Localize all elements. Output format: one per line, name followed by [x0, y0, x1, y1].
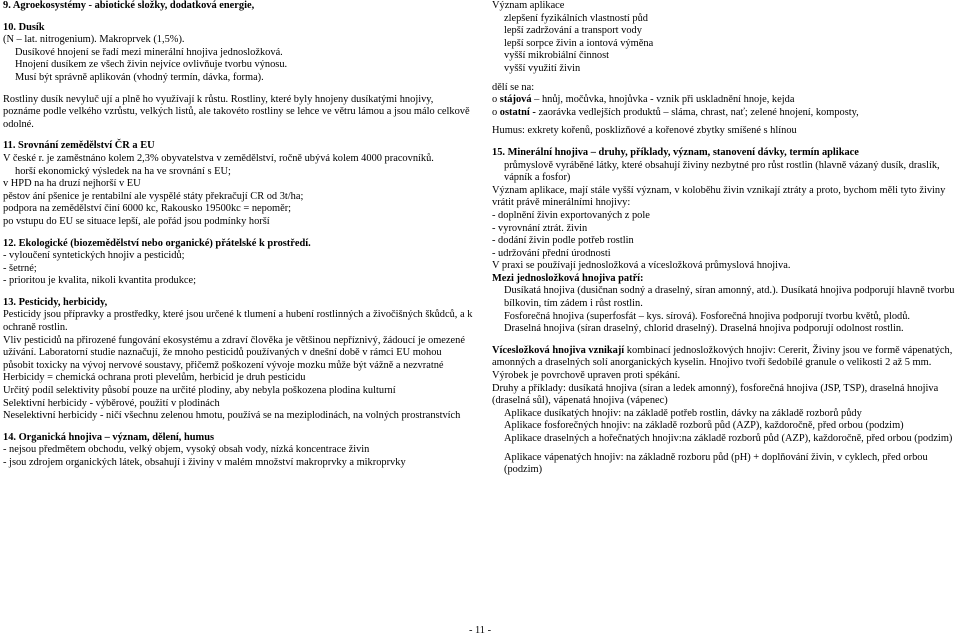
text-line: Musí být správně aplikován (vhodný termín, dávka, forma). [15, 71, 264, 83]
text-line: Herbicidy = chemická ochrana proti plevelům, herbicid je druh pesticidu [3, 372, 306, 384]
bold-term: Vícesložková hnojiva vznikají [492, 344, 625, 356]
text-span: kombinací jednosložkových hnojiv: Cererit, Živiny jsou ve formě vápenatých, amonných a draselných solí anorganických kyselin. Hnojivo tvoří šedobílé granule o velikosti 2 až 5 mm. Výrobek je povrchově upraven proti spékání. [492, 344, 953, 382]
paragraph: průmyslově vyráběné látky, které obsahují živiny nezbytné pro růst rostlin (hlavně vázaný dusík, draslík, vápník a fosfor) [504, 159, 940, 184]
list-item: - dodání živin podle potřeb rostlin [492, 235, 634, 247]
paragraph: Neselektivní herbicidy - ničí všechnu zelenou hmotu, používá se na meziplodinách, na volných prostranstvích [3, 410, 461, 422]
bold-term: ostatní - [499, 106, 536, 118]
bullet-marker: o [492, 94, 500, 106]
bold-term: stájová [499, 94, 532, 106]
list-item: vyšší mikrobiální činnost [504, 50, 610, 62]
text-line: dělí se na: [492, 81, 535, 93]
paragraph: Význam aplikace, mají stále vyšší význam, v koloběhu živin vznikají ztráty a proto, bychom měli tyto živiny vrátit právě minerálními hnojivy: [492, 184, 946, 209]
subheading: Mezi jednosložková hnojiva patří: [492, 272, 644, 284]
list-item: - vyrovnání ztrát. živin [492, 222, 588, 234]
paragraph: Aplikace vápenatých hnojiv: na základně rozboru půd (pH) + doplňování živin, v cyklech, před orbou (podzim) [504, 451, 928, 476]
left-column [3, 0, 473, 470]
text-line: (N – lat. nitrogenium). Makroprvek (1,5%). [3, 34, 185, 46]
section-13-heading: 13. Pesticidy, herbicidy, [3, 296, 108, 308]
text-line: Aplikace dusíkatých hnojiv: na základě potřeb rostlin, dávky na základě rozborů půdy [504, 407, 862, 419]
text-line: Fosforečná hnojiva (superfosfát – kys. sírová). Fosforečná hnojiva podporují tvorbu květů, plodů. [504, 310, 911, 322]
bullet-marker: o [492, 106, 500, 118]
section-14-heading: 14. Organická hnojiva – význam, dělení, humus [3, 431, 215, 443]
paragraph: Druhy a příklady: dusíkatá hnojiva (síran a ledek amonný), fosforečná hnojiva (JSP, TSP), draselná hnojiva (draselná sůl), vápenatá hnojiva (vápenec) [492, 382, 939, 407]
text-line: po vstupu do EU se situace lepší, ale pořád jsou podmínky horší [3, 215, 270, 227]
section-9-heading: 9. Agroekosystémy - abiotické složky, dodatková energie, [3, 0, 255, 11]
list-item: - udržování přední úrodnosti [492, 247, 611, 259]
list-item: - nejsou předmětem obchodu, velký objem, vysoký obsah vody, nízká koncentrace živin [3, 444, 370, 456]
text-line: Určitý podíl selektivity působí pouze na určité plodiny, aby nebyla poškozena plodina kulturní [3, 385, 396, 397]
list-item: zlepšení fyzikálních vlastností půd [504, 12, 648, 24]
section-15-heading: 15. Minerální hnojiva – druhy, příklady, význam, stanovení dávky, termín aplikace [492, 146, 859, 158]
list-item [492, 107, 958, 120]
text-line: Selektivní herbicidy - výběrové, použití v plodinách [3, 397, 220, 409]
text-line: v HPD na ha druzí nejhorší v EU [3, 178, 141, 190]
text-line: Dusíkové hnojení se řadí mezi minerální hnojiva jednosložková. [15, 46, 283, 58]
list-item: vyšší využití živin [504, 62, 581, 74]
text-span: – hnůj, močůvka, hnojůvka - vznik při uskladnění hnoje, kejda [531, 94, 795, 106]
list-item: lepší zadržování a transport vody [504, 25, 642, 37]
text-line: Hnojení dusíkem ze všech živin nejvíce ovlivňuje tvorbu výnosu. [15, 59, 288, 71]
paragraph: Dusíkatá hnojiva (dusičnan sodný a draselný, síran amonný, atd.). Dusíkatá hnojiva podporují hlavně tvorbu bílkovin, tím zádem i růst rostlin. [504, 285, 955, 310]
paragraph: Vliv pesticidů na přirozené fungování ekosystému a zdraví člověka je většinou nepříznivý, žádoucí je omezené užívání. Laboratorní studie naznačují, že mnoho pesticidů používaných v dnešní době v rámci EU mohou působit toxicky na vývoj nervové soustavy, přičemž poškození vývoje mozku může být vážně a nezvratné [3, 334, 465, 371]
list-item: - vyloučení syntetických hnojiv a pesticidů; [3, 250, 185, 262]
section-10-heading: 10. Dusík [3, 21, 45, 33]
section-12-heading: 12. Ekologické (biozemědělství nebo organické) přátelské k prostředí. [3, 237, 311, 249]
paragraph [492, 345, 958, 383]
paragraph: Rostliny dusík nevyluč ují a plně ho využívají k růstu. Rostliny, které byly hnojeny dusíkatými hnojivy, poznáme podle velkého vzrůstu, velkých listů, ale takovéto rostliny se lehce ve větru lámou a jsou málo celkově odolné. [3, 93, 470, 130]
list-item: lepší sorpce živin a iontová výměna [504, 37, 654, 49]
page-number: - 11 - [468, 625, 492, 636]
text-line: V praxi se používají jednosložková a vícesložková průmyslová hnojiva. [492, 260, 791, 272]
text-line: pěstov ání pšenice je rentabilní ale vyspělé státy překračují CR od 3t/ha; [3, 190, 304, 202]
text-line: Aplikace fosforečných hnojiv: na základě rozborů půd (AZP), každoročně, před orbou (podzim) [504, 420, 904, 432]
text-line: Humus: exkrety kořenů, posklizňové a kořenové zbytky smíšené s hlínou [492, 125, 797, 137]
right-column [492, 0, 958, 477]
list-item: - prioritou je kvalita, nikoli kvantita produkce; [3, 275, 197, 287]
list-item: - doplnění živin exportovaných z pole [492, 209, 650, 221]
text-span: zaorávka vedlejších produktů – sláma, chrast, nať; zelené hnojení, komposty, [535, 106, 859, 118]
text-line: V české r. je zaměstnáno kolem 2,3% obyvatelstva v zemědělství, ročně ubývá kolem 4000 pracovníků. [3, 152, 434, 164]
text-line: Význam aplikace [492, 0, 565, 11]
section-11-heading: 11. Srovnání zemědělství ČR a EU [3, 140, 155, 152]
paragraph: Pesticidy jsou přípravky a prostředky, které jsou určené k tlumení a hubení rostlinných a živočišných škůdců, a k ochraně rostlin. [3, 309, 473, 334]
paragraph: Aplikace draselných a hořečnatých hnojiv:na základě rozborů půd (AZP), každoročně, před orbou (podzim) [504, 433, 953, 444]
text-line: horší ekonomický výsledek na ha ve srovnání s EU; [15, 165, 231, 177]
list-item: - jsou zdrojem organických látek, obsahují i živiny v malém množství makroprvky a mikroprvky [3, 457, 406, 468]
list-item: - šetrné; [3, 262, 37, 274]
text-line: podpora na zemědělství činí 6000 kc, Rakousko 19500kc = nepoměr; [3, 203, 292, 215]
text-line: Draselná hnojiva (síran draselný, chlorid draselný). Draselná hnojiva podporují odolnost rostlin. [504, 323, 904, 335]
list-item [492, 94, 958, 107]
